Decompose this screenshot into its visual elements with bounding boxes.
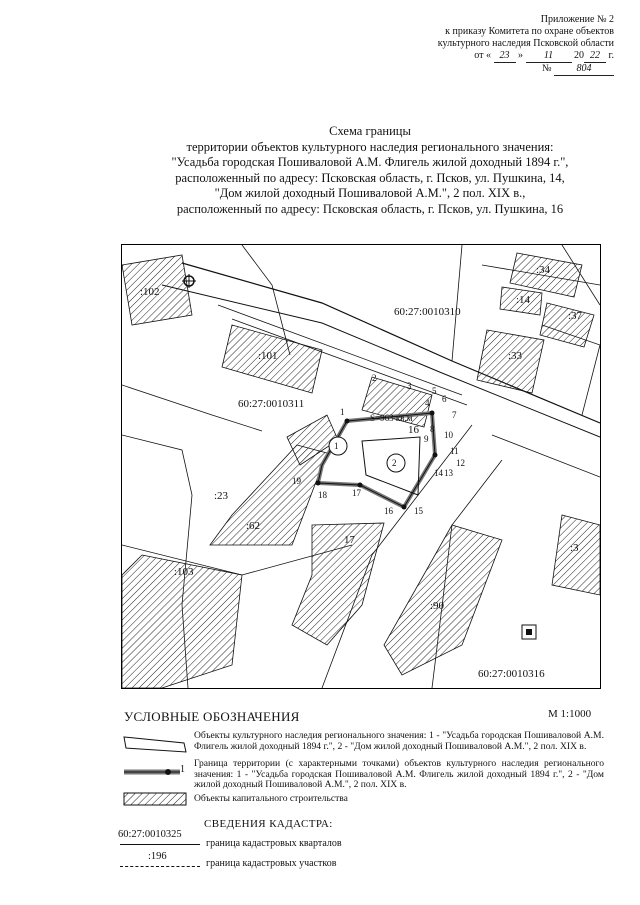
- legend-symbol-capital-building: [122, 792, 188, 806]
- cadastral-map: [121, 244, 601, 689]
- point-5: 5: [432, 386, 437, 396]
- point-7: 7: [452, 410, 457, 420]
- parcel-boundary-example: :196: [148, 851, 167, 862]
- legend-title: УСЛОВНЫЕ ОБОЗНАЧЕНИЯ: [124, 709, 300, 724]
- title-line-3: "Усадьба городская Пошиваловой А.М. Флигель жилой доходный 1894 г.",: [171, 155, 569, 169]
- legend-text-heritage-object: Объекты культурного наследия регионального значения: 1 - "Усадьба городская Пошиваловой А.М. Флигель жилой доходный 1894 г.", 2 - "Дом жилой доходный Пошиваловой А.М.", 2 пол. XIX в.: [194, 730, 604, 752]
- appendix-number: Приложение № 2: [540, 14, 614, 25]
- legend-symbol-heritage-object: [122, 734, 188, 754]
- parcel-boundary-line: [120, 866, 200, 867]
- object-1-marker: 1: [334, 441, 339, 451]
- parcel-boundary-desc: граница кадастровых участков: [206, 858, 337, 869]
- parcel-3: :3: [570, 542, 579, 554]
- quarter-60-27-0010310: 60:27:0010310: [394, 306, 461, 318]
- title-line-4: расположенный по адресу: Псковская область, г. Псков, ул. Пушкина, 14,: [175, 170, 565, 185]
- cadastre-title: СВЕДЕНИЯ КАДАСТРА:: [204, 818, 333, 830]
- parcel-34: :34: [536, 264, 551, 276]
- quarter-60-27-0010316: 60:27:0010316: [478, 668, 545, 680]
- object-2-marker: 2: [392, 458, 397, 468]
- quarter-boundary-example: 60:27:0010325: [118, 829, 182, 840]
- title-line-2: территории объектов культурного наследия регионального значения:: [186, 139, 554, 154]
- point-12: 12: [456, 458, 465, 468]
- order-reference: к приказу Комитета по охране объектов: [445, 26, 614, 37]
- map-scale: М 1:1000: [548, 708, 592, 720]
- parcel-14: :14: [516, 294, 531, 306]
- parcel-101: :101: [258, 350, 278, 362]
- quarter-60-27-0010311: 60:27:0010311: [238, 398, 305, 410]
- date-day: 23: [494, 50, 516, 63]
- point-18: 18: [318, 490, 327, 500]
- parcel-17: 17: [344, 534, 355, 546]
- point-8: 8: [430, 424, 435, 434]
- parcel-103: :103: [174, 566, 194, 578]
- point-9: 9: [424, 434, 429, 444]
- point-14: 14: [434, 468, 443, 478]
- title-line-1: Схема границы: [329, 124, 411, 138]
- quarter-boundary-desc: граница кадастровых кварталов: [206, 838, 342, 849]
- point-6: 6: [442, 394, 447, 404]
- point-17: 17: [352, 488, 361, 498]
- point-1: 1: [340, 407, 345, 417]
- point-19: 19: [292, 476, 301, 486]
- scheme-title: [120, 124, 620, 217]
- parcel-23: :23: [214, 490, 229, 502]
- parcel-62: :62: [246, 520, 261, 532]
- point-11: 11: [450, 446, 459, 456]
- parcel-102: :102: [140, 286, 160, 298]
- point-2: 2: [372, 373, 377, 383]
- date-year: 22: [584, 50, 606, 63]
- point-10: 10: [444, 430, 453, 440]
- point-3: 3: [407, 381, 412, 391]
- order-number: № 804: [384, 63, 614, 76]
- order-number-value: 804: [554, 63, 614, 76]
- legend-text-capital-building: Объекты капитального строительства: [194, 793, 348, 804]
- title-line-5: "Дом жилой доходный Пошиваловой А.М.", 2 пол. XIX в.,: [214, 186, 526, 200]
- parcel-16: 16: [408, 424, 419, 436]
- appendix-header: [384, 14, 614, 76]
- point-16: 16: [384, 506, 393, 516]
- point-13: 13: [444, 468, 453, 478]
- point-15: 15: [414, 506, 423, 516]
- title-line-6: расположенный по адресу: Псковская область, г. Псков, ул. Пушкина, 16: [176, 201, 564, 216]
- legend-symbol-territory-boundary: [122, 761, 188, 781]
- map-drawing: [122, 245, 600, 688]
- legend-symbol-number: 1: [180, 764, 185, 775]
- order-date: от « 23 » 11 20 22 г.: [474, 50, 614, 61]
- quarter-boundary-line: [120, 844, 200, 845]
- parcel-90: :90: [430, 600, 445, 612]
- parcel-33: :33: [508, 350, 523, 362]
- date-month: 11: [526, 50, 572, 63]
- legend-text-territory-boundary: Граница территории (с характерными точками) объектов культурного наследия регионального значения: 1 - "Усадьба городская Пошиваловой А.М. Флигель жилой доходный 1894 г.", 2 - "Дом жилой доходный Пошиваловой А.М.", 2 пол. XIX в.: [194, 758, 604, 791]
- point-4: 4: [425, 398, 430, 408]
- committee-name: культурного наследия Псковской области: [437, 38, 614, 49]
- area-label: S=963 кв.м: [370, 413, 413, 423]
- parcel-37: :37: [568, 310, 583, 322]
